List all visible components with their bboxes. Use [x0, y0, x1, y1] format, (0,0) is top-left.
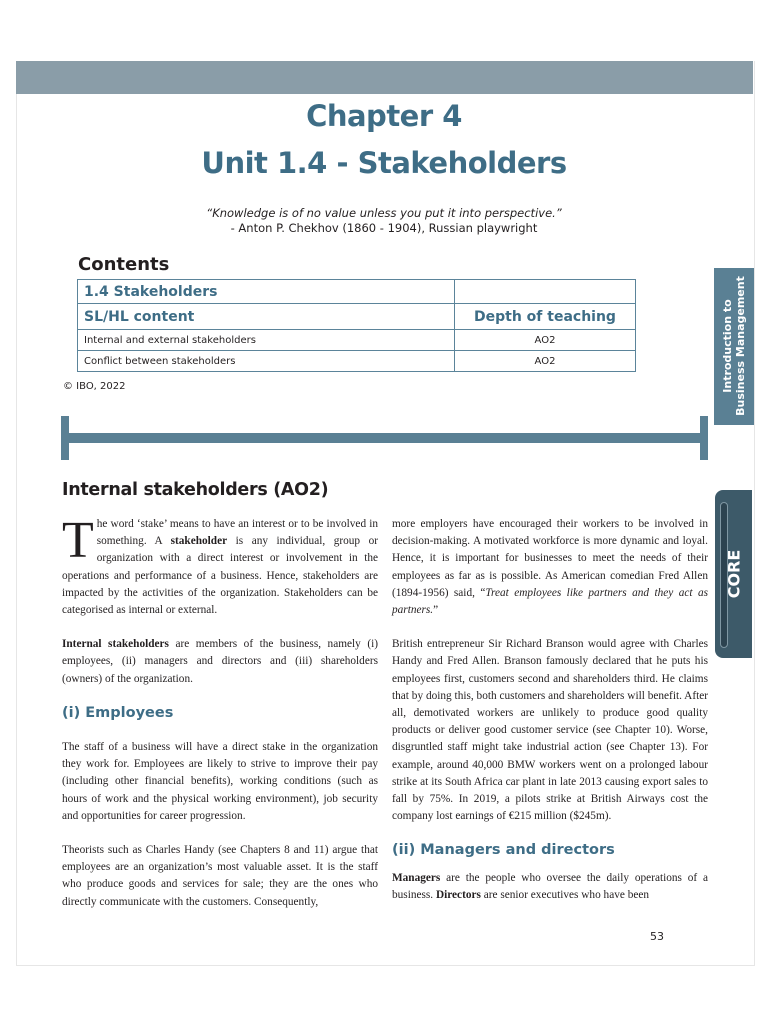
text-column-left	[62, 512, 378, 928]
col-header-depth: Depth of teaching	[455, 304, 636, 330]
core-label: CORE	[724, 549, 744, 599]
term-stakeholder: stakeholder	[170, 535, 228, 548]
topic-line-2: Business Management	[734, 276, 747, 416]
row-content: Internal and external stakeholders	[78, 330, 455, 351]
topic-line-1: Introduction to	[721, 299, 734, 393]
fred-allen-quote: Treat employees like partners and they act as partners.	[392, 586, 708, 617]
divider-cap-right	[700, 416, 708, 460]
row-depth: AO2	[455, 330, 636, 351]
table-section-row	[78, 280, 636, 304]
intro-paragraph: The word ‘stake’ means to have an interest or to be involved in something. A stakeholder is any individual, group or organization with a direct interest or involvement in the operations and performance of a business. Hence, stakeholders are impacted by the activities of the organization. Stakeholders can be categorised as internal or external.	[62, 512, 378, 617]
text-column-right	[392, 516, 708, 921]
term-managers: Managers	[392, 871, 441, 884]
section-divider-bar	[63, 433, 708, 443]
table-row	[78, 351, 636, 372]
employees-heading: (i) Employees	[62, 704, 174, 721]
branson-paragraph: British entrepreneur Sir Richard Branson would agree with Charles Handy and Fred Allen. Branson famously declared that he puts his employees first, customers second and shareholders third. He claims that by doing this, both customers and shareholders will benefit. After all, demotivated workers are unlikely to produce good quality products or deliver good customer service (see Chapter 10). Worse, disgruntled staff might take industrial action (see Chapter 13). For example, around 40,000 BMW workers went on a prolonged labour strike at its South Africa car plant in late 2013 causing export sales to fall by 75%. In 2019, a pilots strike at British Airways cost the company lost earnings of €215 million ($245m).	[392, 638, 708, 823]
row-content: Conflict between stakeholders	[78, 351, 455, 372]
topic-side-tab-label	[721, 276, 747, 416]
col-header-content: SL/HL content	[78, 304, 455, 330]
empty-cell	[455, 280, 636, 304]
top-color-bar	[16, 61, 753, 94]
page-number: 53	[650, 930, 664, 943]
table-row	[78, 330, 636, 351]
copyright-note: © IBO, 2022	[63, 381, 126, 392]
table-header-row	[78, 304, 636, 330]
drop-cap: T	[62, 512, 94, 569]
internal-paragraph: Internal stakeholders are members of the business, namely (i) employees, (ii) managers and directors and (iii) shareholders (owners) of the organization.	[62, 638, 378, 685]
employees-paragraph-2: Theorists such as Charles Handy (see Chapters 8 and 11) argue that employees are an organization’s most valuable asset. It is the staff who produce goods and services for sale; they are the ones who directly communicate with the customers. Consequently,	[62, 844, 378, 908]
epigraph-attribution: - Anton P. Chekhov (1860 - 1904), Russian playwright	[230, 221, 538, 235]
employees-paragraph-3: more employers have encouraged their workers to be involved in decision-making. A motivated workforce is more dynamic and loyal. Hence, it is important for businesses to meet the needs of their employees as far as is possible. As American comedian Fred Allen (1894-1956) said, “Treat employees like partners and they act as partners.”	[392, 518, 708, 617]
term-directors: Directors	[435, 888, 481, 901]
managers-paragraph: Managers are the people who oversee the daily operations of a business. Directors are senior executives who have been	[392, 871, 708, 901]
unit-title: Unit 1.4 - Stakeholders	[201, 146, 567, 180]
contents-table	[77, 279, 636, 372]
chapter-title: Chapter 4	[306, 99, 462, 133]
term-internal-stakeholders: Internal stakeholders	[62, 638, 169, 651]
core-side-tab	[715, 490, 752, 658]
section-label: 1.4 Stakeholders	[78, 280, 455, 304]
contents-heading: Contents	[78, 254, 170, 275]
employees-paragraph-1: The staff of a business will have a direct stake in the organization they work for. Employees are likely to strive to improve their pay (including other financial benefits), working conditions (such as hours of work and the physical working environment), job security and opportunities for career progression.	[62, 741, 378, 822]
epigraph-text: “Knowledge is of no value unless you put it into perspective.”	[206, 206, 562, 220]
epigraph	[0, 206, 768, 236]
managers-heading: (ii) Managers and directors	[392, 842, 615, 859]
section-title: Internal stakeholders (AO2)	[62, 480, 329, 500]
row-depth: AO2	[455, 351, 636, 372]
topic-side-tab	[714, 268, 754, 425]
